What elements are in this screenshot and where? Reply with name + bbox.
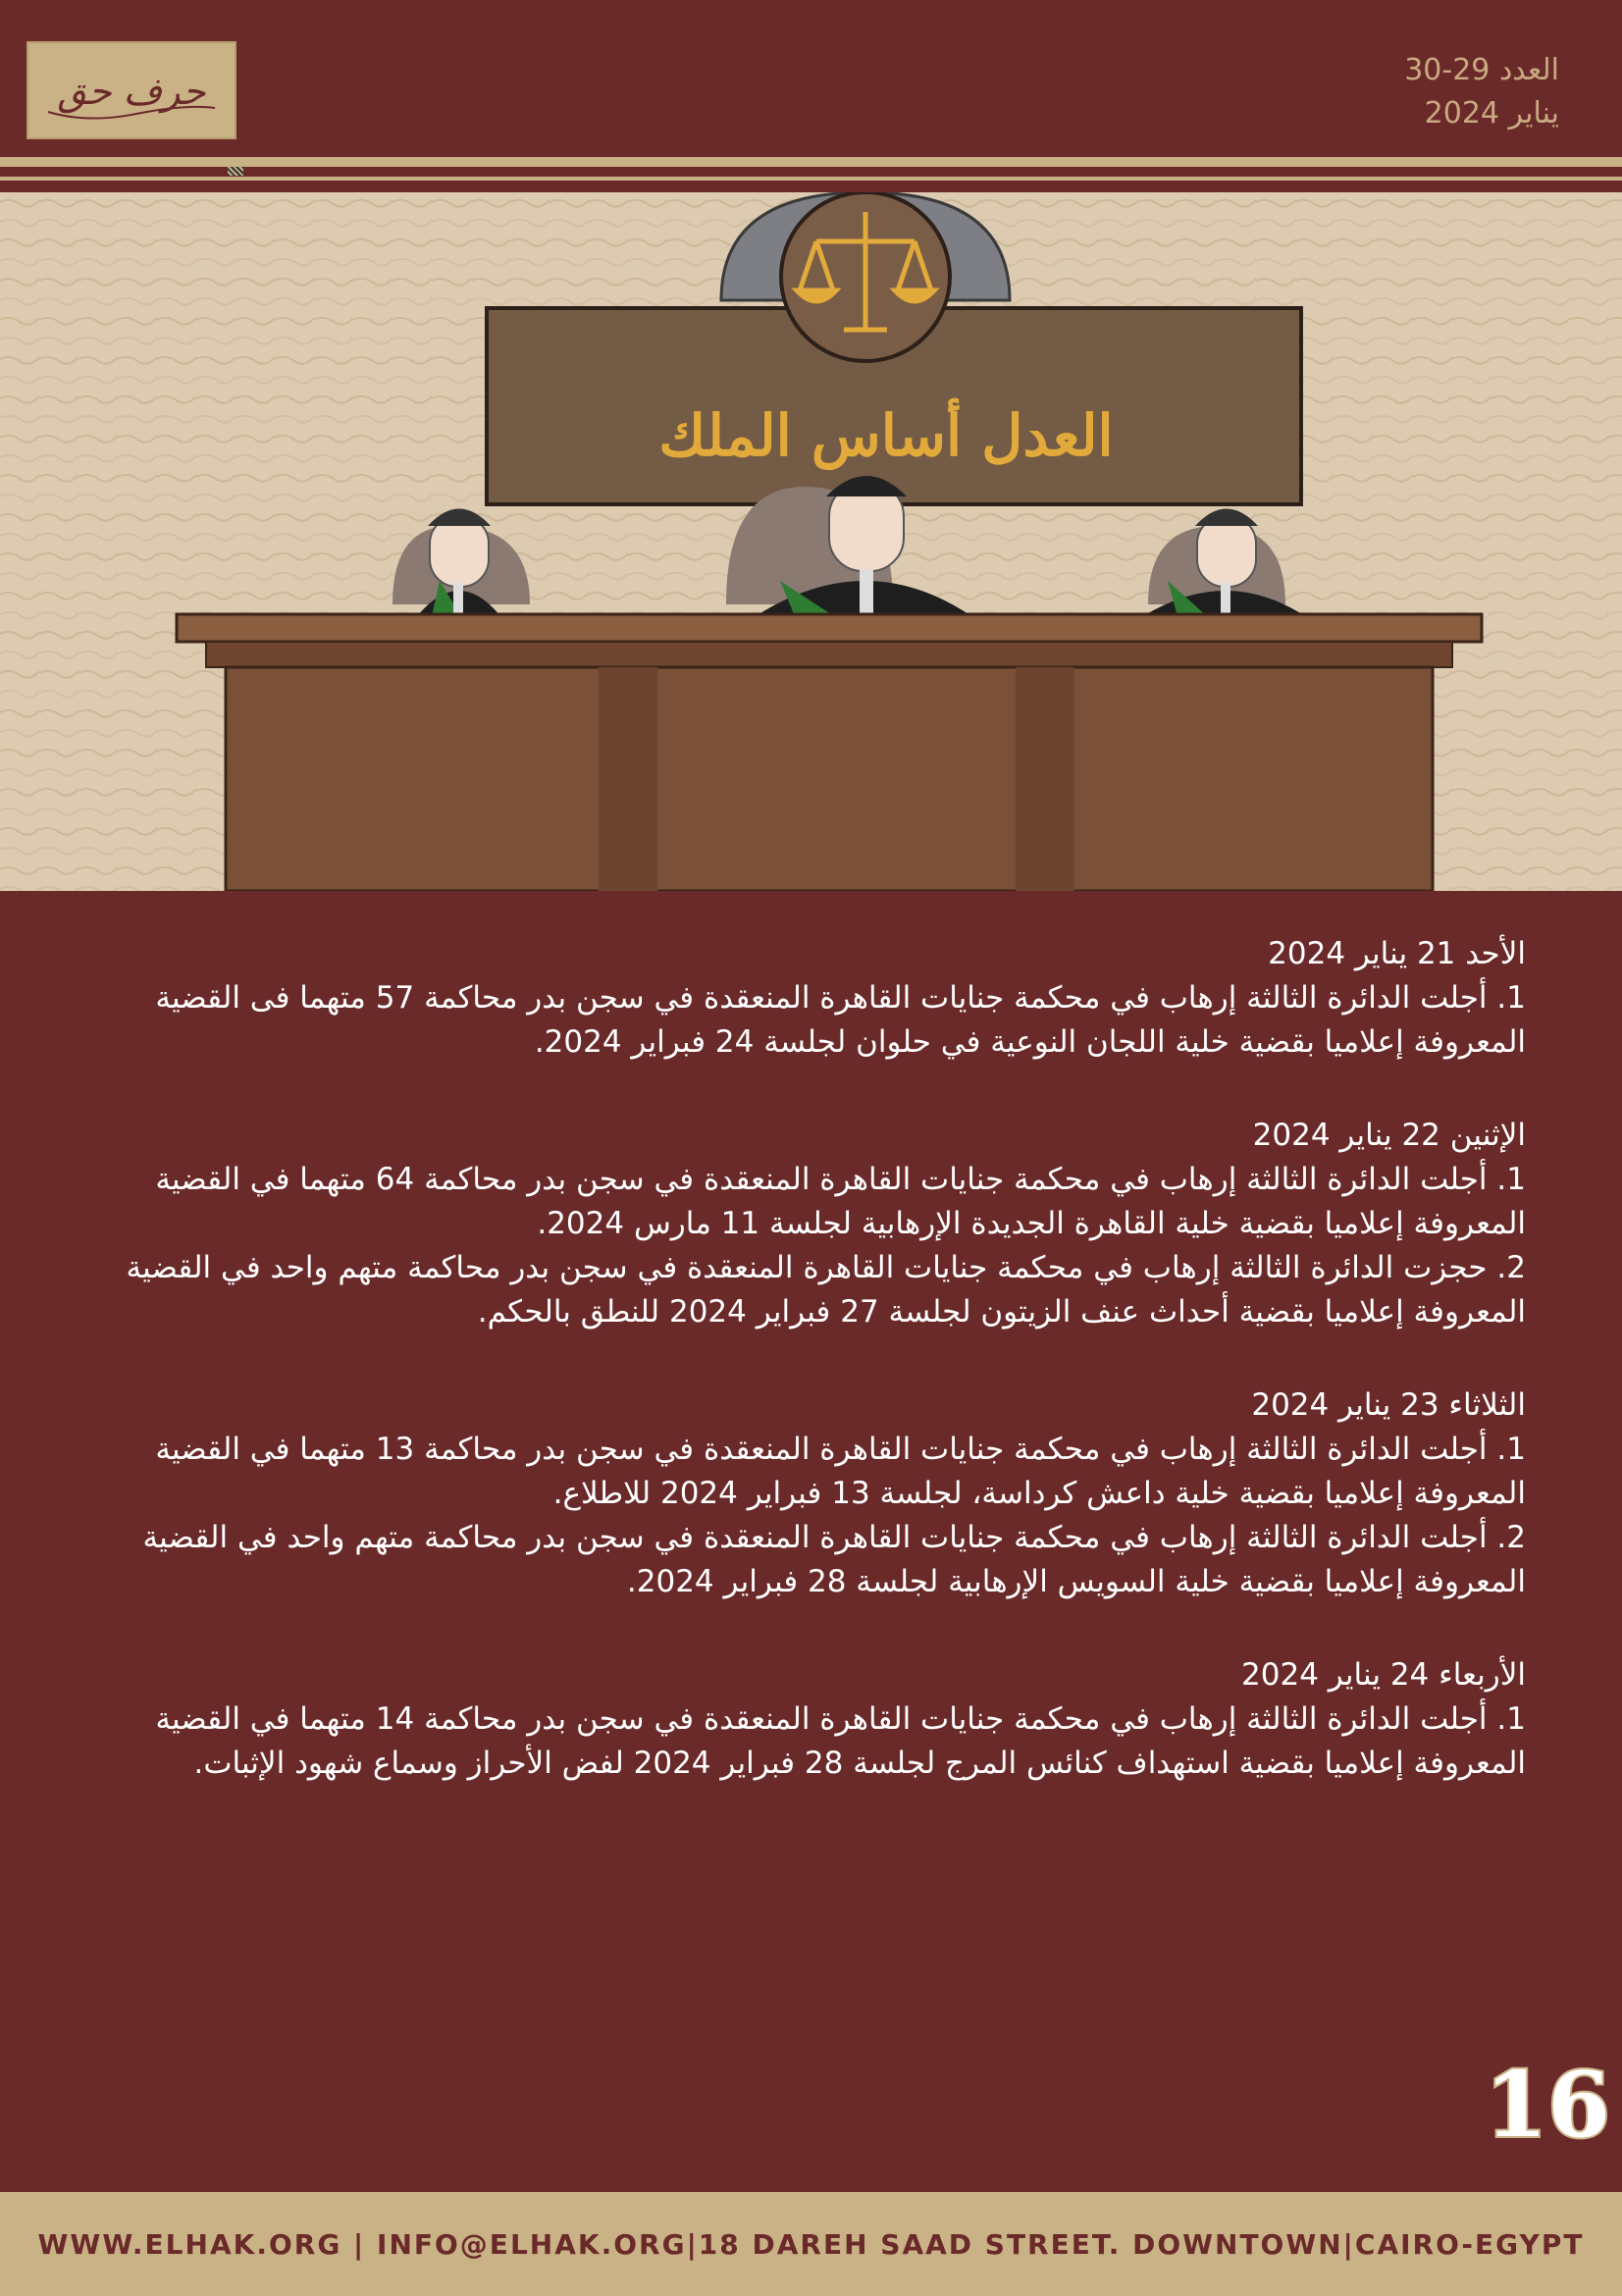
footer-contact: WWW.ELHAK.ORG | INFO@ELHAK.ORG|18 DAREH SAAD STREET. DOWNTOWN|CAIRO-EGYPT <box>37 2227 1585 2261</box>
day-title: الإثنين 22 يناير 2024 <box>1252 1118 1526 1153</box>
session-item: 2. حجزت الدائرة الثالثة إرهاب في محكمة جنايات القاهرة المنعقدة في سجن بدر محاكمة متهم واحد في القضية المعروفة إعلاميا بقضية أحداث عنف الزيتون لجلسة 27 فبراير 2024 للنطق بالحكم. <box>126 1250 1526 1330</box>
sessions-list <box>108 932 1526 1786</box>
page-header <box>0 0 1622 157</box>
session-item: 1. أجلت الدائرة الثالثة إرهاب في محكمة جنايات القاهرة المنعقدة في سجن بدر محاكمة 64 متهما في القضية المعروفة إعلاميا بقضية خلية القاهرة الجديدة الإرهابية لجلسة 11 مارس 2024. <box>155 1162 1526 1241</box>
day-section <box>108 1653 1526 1786</box>
logo <box>26 41 236 139</box>
session-item: 2. أجلت الدائرة الثالثة إرهاب في محكمة جنايات القاهرة المنعقدة في سجن بدر محاكمة متهم واحد في القضية المعروفة إعلاميا بقضية خلية السويس الإرهابية لجلسة 28 فبراير 2024. <box>142 1520 1526 1599</box>
logo-calligraphy-icon <box>28 43 235 137</box>
session-item: 1. أجلت الدائرة الثالثة إرهاب في محكمة جنايات القاهرة المنعقدة في سجن بدر محاكمة 14 متهما في القضية المعروفة إعلاميا بقضية استهداف كنائس المرج لجلسة 28 فبراير 2024 لفض الأحراز وسماع شهود الإثبات. <box>155 1701 1526 1781</box>
courtroom-illustration <box>0 192 1622 891</box>
judges-bench <box>177 614 1482 891</box>
session-item: 1. أجلت الدائرة الثالثة إرهاب في محكمة جنايات القاهرة المنعقدة في سجن بدر محاكمة 13 متهما في القضية المعروفة إعلاميا بقضية خلية داعش كرداسة، لجلسة 13 فبراير 2024 للاطلاع. <box>155 1432 1526 1511</box>
logo-text: حرف حق <box>57 70 206 113</box>
issue-date: يناير 2024 <box>1424 96 1559 130</box>
day-title: الأحد 21 يناير 2024 <box>1268 936 1526 971</box>
court-sign-text: العدل أساس الملك <box>658 402 1114 469</box>
header-divider <box>0 157 1622 167</box>
session-item: 1. أجلت الدائرة الثالثة إرهاب في محكمة جنايات القاهرة المنعقدة في سجن بدر محاكمة 57 متهما فى القضية المعروفة إعلاميا بقضية خلية اللجان النوعية في حلوان لجلسة 24 فبراير 2024. <box>155 980 1526 1060</box>
day-section <box>108 932 1526 1065</box>
page-number: 16 <box>1484 2052 1610 2158</box>
issue-info <box>1404 49 1559 135</box>
header-divider-thin <box>0 177 1622 181</box>
day-title: الأربعاء 24 يناير 2024 <box>1241 1657 1526 1693</box>
day-title: الثلاثاء 23 يناير 2024 <box>1251 1387 1526 1423</box>
page-footer <box>0 2192 1622 2296</box>
issue-number: العدد 29-30 <box>1404 53 1559 87</box>
day-section <box>108 1114 1526 1334</box>
day-section <box>108 1383 1526 1604</box>
